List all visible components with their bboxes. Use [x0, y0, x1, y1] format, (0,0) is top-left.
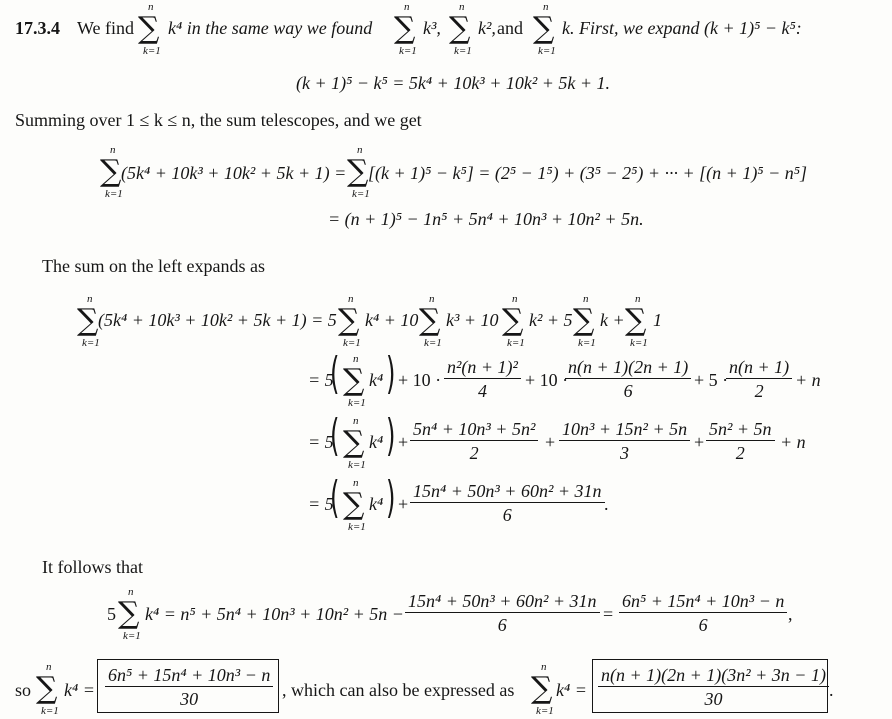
follows-text: It follows that — [42, 557, 143, 577]
expand-row3-p4: + n — [780, 432, 806, 452]
fraction-row4: $\frac{\text{15n⁴ + 50n³ + 60n² + 31n}}{6}$ — [410, 481, 605, 526]
fraction-n2-n1sq-over-4: $\frac{\text{n²(n + 1)²}}{4}$ — [444, 357, 521, 402]
fraction-final-2: $\frac{\text{n(n + 1)(2n + 1)(3n² + 3n − 1)}}{30}$ — [598, 665, 829, 710]
fraction-row3-2: $\frac{\text{10n³ + 15n² + 5n}}{3}$ — [559, 419, 690, 464]
expand-row2-k4: k⁴ — [369, 370, 384, 390]
expand-row3-p3: + — [694, 432, 705, 452]
right-paren-icon: ) — [386, 410, 396, 461]
left-expands-text: The sum on the left expands as — [42, 256, 265, 276]
expand-t4: k + — [600, 310, 625, 330]
expand-row2-p4: + n — [795, 370, 821, 390]
expand-row4-eq5: = 5 — [308, 494, 334, 514]
expand-row4-k4: k⁴ — [369, 494, 384, 514]
right-paren-icon: ) — [386, 472, 396, 523]
expand-t3: k² + 5 — [529, 310, 573, 330]
follows-mid: k⁴ = n⁵ + 5n⁴ + 10n³ + 10n² + 5n − — [145, 604, 404, 624]
right-paren-icon: ) — [386, 348, 396, 399]
left-paren-icon: ( — [330, 348, 340, 399]
intro-k2: k², — [478, 18, 496, 38]
expand-t2: k³ + 10 — [446, 310, 499, 330]
follows-eq: = — [603, 604, 614, 624]
telescope-line2: = (n + 1)⁵ − 1n⁵ + 5n⁴ + 10n³ + 10n² + 5n. — [328, 209, 644, 229]
final-mid-text: , which can also be expressed as — [282, 680, 515, 700]
fraction-row3-3: $\frac{\text{5n² + 5n}}{2}$ — [706, 419, 775, 464]
expand-lhs: (5k⁴ + 10k³ + 10k² + 5k + 1) = 5 — [98, 310, 337, 330]
expand-t1: k⁴ + 10 — [365, 310, 419, 330]
final-so: so — [15, 680, 32, 700]
expand-row3-eq5: = 5 — [308, 432, 334, 452]
follows-five: 5 — [107, 604, 116, 624]
expand-row2-eq5: = 5 — [308, 370, 334, 390]
expand-row4-end: . — [604, 494, 609, 514]
fraction-final-1: $\frac{\text{6n⁵ + 15n⁴ + 10n³ − n}}{30}$ — [105, 665, 273, 710]
expand-t5: 1 — [653, 310, 662, 330]
final-k4-eq: k⁴ = — [64, 680, 95, 700]
final-k4-eq2: k⁴ = — [556, 680, 587, 700]
expand-row3-p1: + — [398, 432, 409, 452]
intro-k4: k⁴ in the same way we found — [168, 18, 373, 38]
expand-row2-p1: + 10 · — [398, 370, 442, 390]
intro-we-find: We find — [77, 18, 135, 38]
fraction-row3-1: $\frac{\text{5n⁴ + 10n³ + 5n²}}{2}$ — [410, 419, 538, 464]
expand-row3-p2: + — [545, 432, 556, 452]
final-end: . — [829, 680, 834, 700]
left-paren-icon: ( — [330, 410, 340, 461]
expand-row2-p2: + 10 · — [525, 370, 569, 390]
fraction-sum-squares: $\frac{n(n + 1)(2n + 1)}{6}$ — [565, 357, 691, 402]
telescope-lhs: (5k⁴ + 10k³ + 10k² + 5k + 1) = — [121, 163, 347, 183]
expand-row4-p1: + — [398, 494, 409, 514]
intro-and: and — [497, 18, 523, 38]
fraction-follows-2: $\frac{\text{6n⁵ + 15n⁴ + 10n³ − n}}{6}$ — [619, 591, 787, 636]
expand-row2-p3: + 5 · — [694, 370, 729, 390]
left-paren-icon: ( — [330, 472, 340, 523]
summing-text: Summing over 1 ≤ k ≤ n, the sum telescopes, and we get — [15, 110, 422, 130]
expansion-equation: (k + 1)⁵ − k⁵ = 5k⁴ + 10k³ + 10k² + 5k + 1. — [296, 73, 611, 93]
follows-end: , — [788, 604, 793, 624]
expand-row3-k4: k⁴ — [369, 432, 384, 452]
problem-number: 17.3.4 — [15, 18, 60, 38]
intro-k-first: k. First, we expand (k + 1)⁵ − k⁵: — [562, 18, 802, 38]
telescope-rhs: [(k + 1)⁵ − k⁵] = (2⁵ − 1⁵) + (3⁵ − 2⁵) + ··· + [(n + 1)⁵ − n⁵] — [368, 163, 807, 183]
fraction-follows-1: $\frac{\text{15n⁴ + 50n³ + 60n² + 31n}}{6}$ — [405, 591, 600, 636]
fraction-n-n1-over-2: $\frac{n(n + 1)}{2}$ — [726, 357, 792, 402]
intro-k3: k³, — [423, 18, 441, 38]
